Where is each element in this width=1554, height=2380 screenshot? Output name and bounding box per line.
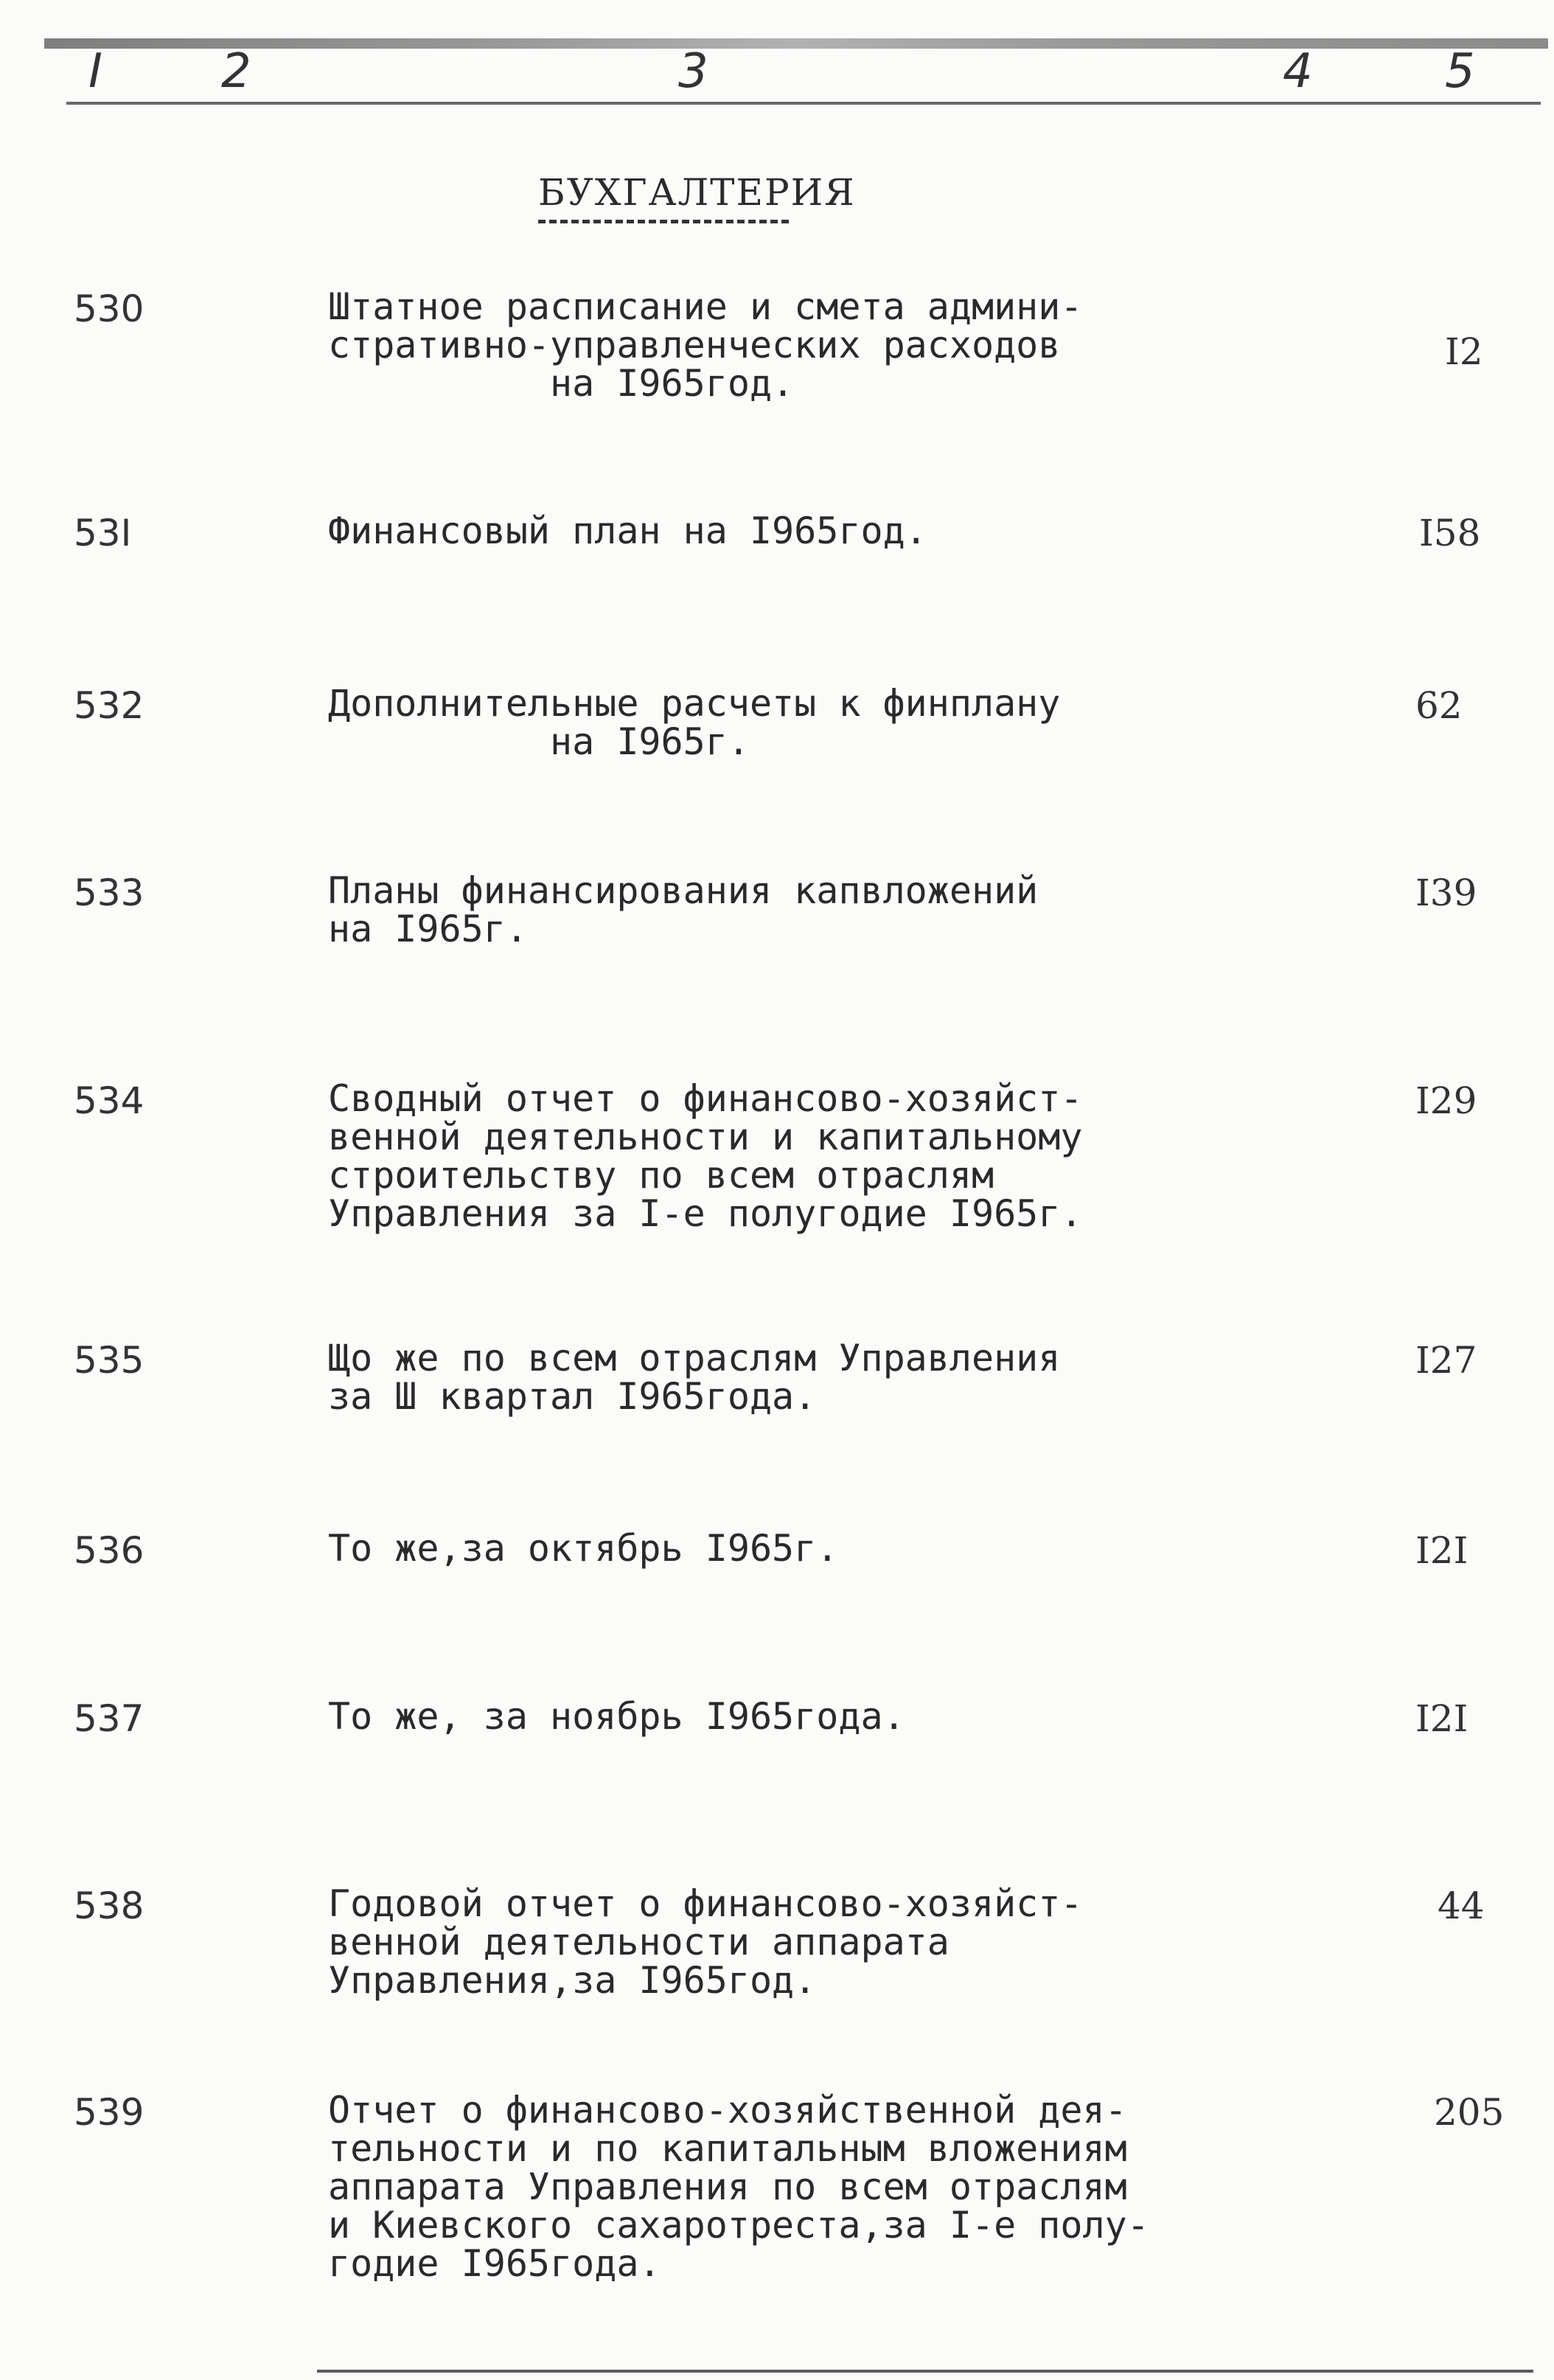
entry-description: Планы финансирования капвложений на I965г.: [328, 869, 1039, 950]
entry-number: 537: [74, 1697, 144, 1740]
entry-page-count: I27: [1415, 1339, 1477, 1382]
entry-number: 539: [74, 2091, 144, 2134]
column-number-1: I: [88, 44, 102, 99]
entry-page-count: I58: [1419, 512, 1481, 554]
entry-page-count: 62: [1415, 684, 1463, 727]
entry-number: 538: [74, 1885, 144, 1927]
entry-description: То же,за октябрь I965г.: [328, 1527, 839, 1570]
entry-description: Штатное расписание и смета админи- стративно-управленческих расходов на I965год.: [328, 285, 1083, 405]
entry-number: 533: [74, 871, 144, 914]
column-number-3: 3: [678, 44, 708, 99]
footer-rule: [317, 2370, 1533, 2373]
entry-description: Дополнительные расчеты к финплану на I965г.: [328, 682, 1061, 763]
entry-description: Финансовый план на I965год.: [328, 509, 927, 552]
entry-description: Що же по всем отраслям Управления за Ш квартал I965года.: [328, 1337, 1061, 1418]
entry-page-count: I2: [1445, 330, 1483, 373]
section-title: БУХГАЛТЕРИЯ: [538, 171, 856, 214]
entry-page-count: 205: [1434, 2091, 1505, 2134]
entry-number: 536: [74, 1529, 144, 1572]
column-number-4: 4: [1283, 44, 1313, 99]
entry-description: То же, за ноябрь I965года.: [328, 1695, 905, 1738]
entry-page-count: I2I: [1415, 1529, 1468, 1572]
entry-number: 534: [74, 1079, 144, 1122]
entry-description: Годовой отчет о финансово-хозяйст- венной деятельности аппарата Управления,за I965год.: [328, 1882, 1083, 2002]
header-rule: [66, 102, 1541, 105]
entry-page-count: I29: [1415, 1079, 1477, 1122]
entry-number: 53I: [74, 512, 132, 554]
entry-description: Сводный отчет о финансово-хозяйст- венной деятельности и капитальному строительству по всем отраслям Управления за I-е полугодие I965г.: [328, 1077, 1083, 1235]
entry-number: 530: [74, 288, 144, 330]
entry-page-count: I2I: [1415, 1697, 1468, 1740]
title-underline: [538, 220, 789, 223]
entry-number: 532: [74, 684, 144, 727]
column-number-5: 5: [1445, 44, 1475, 99]
top-stripe: [44, 38, 1548, 49]
entry-page-count: 44: [1438, 1885, 1485, 1927]
entry-page-count: I39: [1415, 871, 1477, 914]
column-number-2: 2: [221, 44, 251, 99]
entry-number: 535: [74, 1339, 144, 1382]
entry-description: Отчет о финансово-хозяйственной дея- тельности и по капитальным вложениям аппарата Управления по всем отраслям и Киевского сахаротреста,за I-е полу- годие I965года.: [328, 2089, 1149, 2285]
